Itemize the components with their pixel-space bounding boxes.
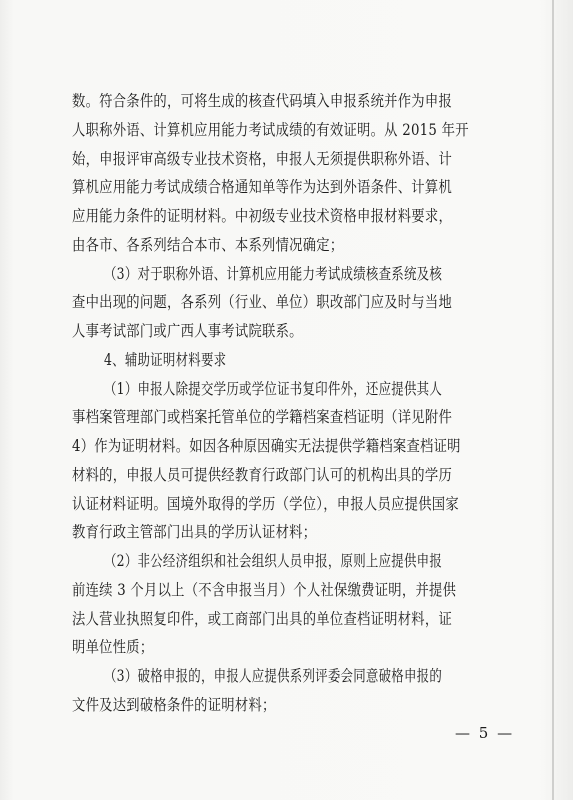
text-line: 法人营业执照复印件，或工商部门出具的单位查档证明材料，证	[72, 610, 453, 628]
text-line: （1）申报人除提交学历或学位证书复印件外，还应提供其人	[104, 380, 443, 398]
text-line: 人职称外语、计算机应用能力考试成绩的有效证明。从 2015 年开	[72, 121, 469, 139]
text-line: 查中出现的问题，各系列（行业、单位）职改部门应及时与当地	[72, 293, 453, 311]
text-line: 前连续 3 个月以上（不含申报当月）个人社保缴费证明，并提供	[72, 581, 457, 599]
text-line: 应用能力条件的证明材料。中初级专业技术资格申报材料要求，	[72, 207, 453, 225]
text-line: （3）破格申报的，申报人应提供系列评委会同意破格申报的	[104, 667, 443, 685]
text-line: 材料的，申报人员可提供经教育行政部门认可的机构出具的学历	[72, 466, 453, 484]
text-line: 4）作为证明材料。如因各种原因确实无法提供学籍档案查档证明	[72, 437, 461, 455]
text-line: 事档案管理部门或档案托管单位的学籍档案查档证明（详见附件	[72, 408, 453, 426]
text-line: 教育行政主管部门出具的学历认证材料；	[72, 523, 317, 541]
text-line: （2）非公经济组织和社会组织人员申报，原则上应提供申报	[104, 552, 443, 570]
text-line: 人事考试部门或广西人事考试院联系。	[72, 322, 303, 340]
text-line: 文件及达到破格条件的证明材料；	[72, 696, 276, 714]
text-line: （3）对于职称外语、计算机应用能力考试成绩核查系统及核	[104, 265, 443, 283]
text-line: 始，申报评审高级专业技术资格，申报人无须提供职称外语、计	[72, 150, 453, 168]
text-line: 认证材料证明。国境外取得的学历（学位），申报人员应提供国家	[72, 495, 459, 513]
text-line: 明单位性质；	[72, 638, 154, 656]
text-line: 数。符合条件的，可将生成的核查代码填入申报系统并作为申报	[72, 92, 453, 110]
section-heading: 4、辅助证明材料要求	[104, 351, 227, 369]
page-number: — 5 —	[455, 724, 515, 742]
text-line: 算机应用能力考试成绩合格通知单等作为达到外语条件、计算机	[72, 178, 453, 196]
text-line: 由各市、各系列结合本市、本系列情况确定；	[72, 236, 344, 254]
